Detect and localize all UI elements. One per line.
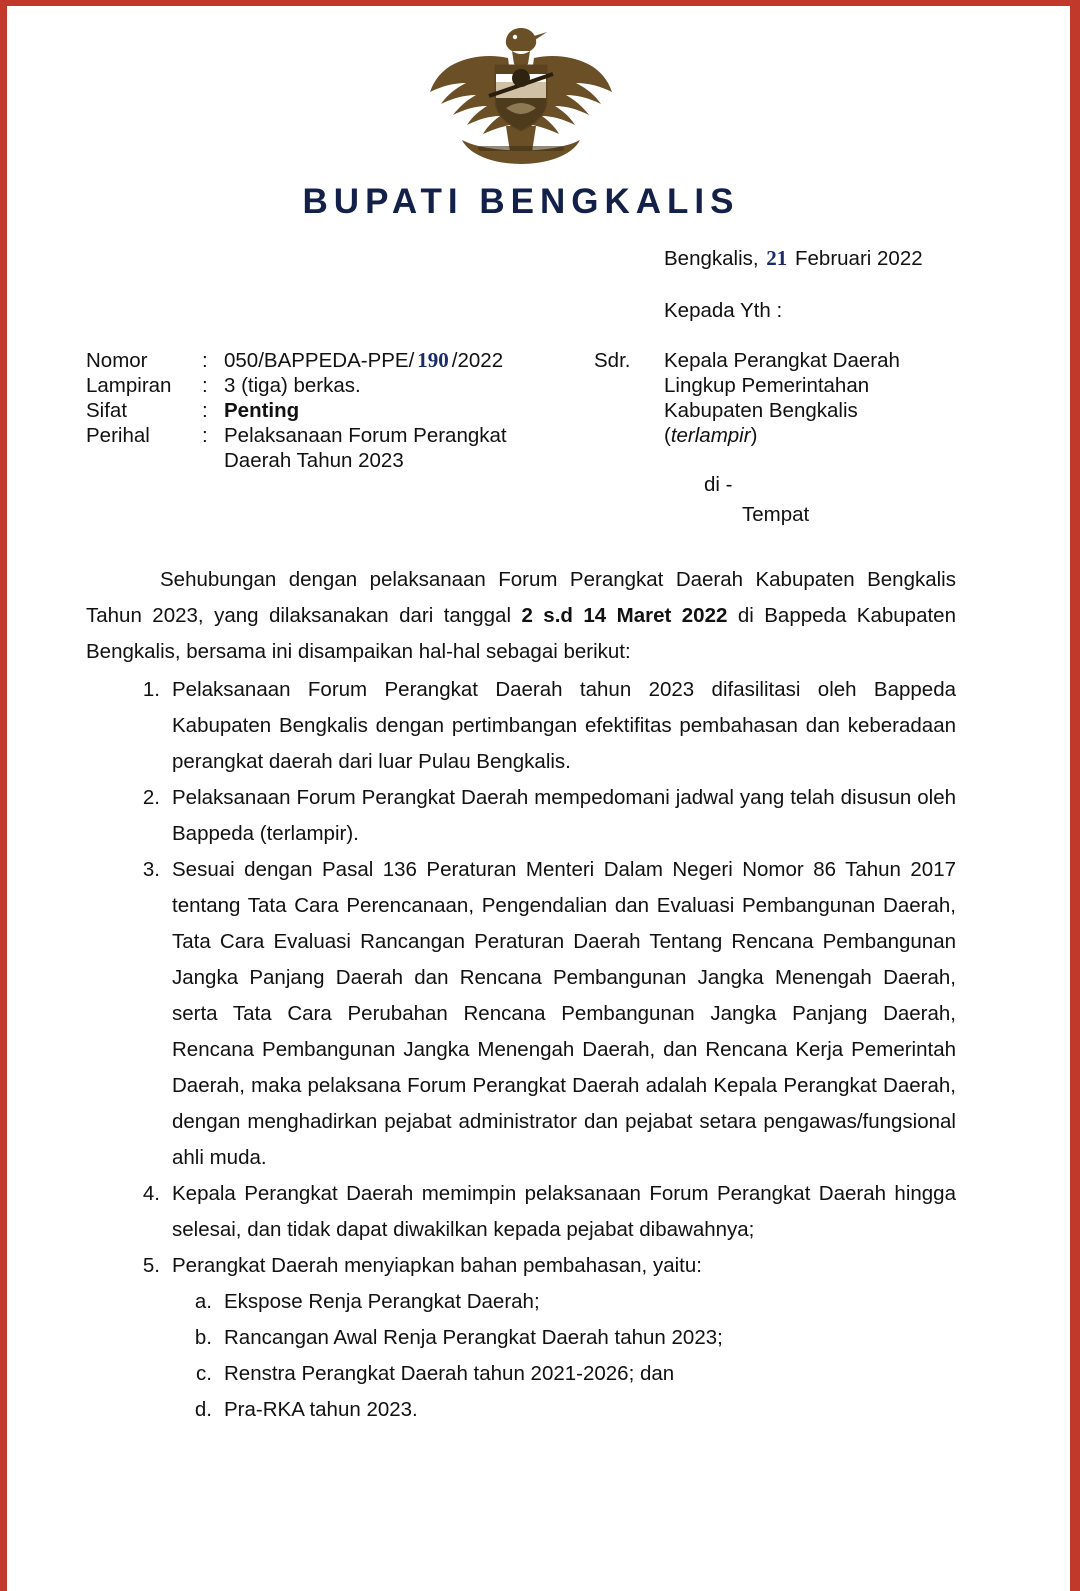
sub-list-item-marker: a. — [194, 1290, 212, 1313]
addressee-terlampir: terlampir — [670, 424, 751, 447]
addressee-line-3: Kabupaten Bengkalis — [664, 399, 858, 422]
reference-row-lampiran — [86, 373, 546, 398]
sub-list-item-text: Rancangan Awal Renja Perangkat Daerah tahun 2023; — [224, 1326, 723, 1349]
addressee-line-4 — [664, 423, 954, 448]
reference-colon-lampiran: : — [202, 374, 208, 397]
nomor-suffix: /2022 — [451, 349, 504, 372]
addressee-line-2: Lingkup Pemerintahan — [664, 374, 870, 397]
addressee-paren-close: ) — [750, 424, 758, 447]
sub-list-item — [172, 1284, 956, 1320]
list-item-text: Pelaksanaan Forum Perangkat Daerah mempedomani jadwal yang telah disusun oleh Bappeda (terlampir). — [172, 786, 956, 845]
addressee-di: di - — [704, 473, 733, 496]
list-item — [86, 1248, 956, 1428]
sub-list-item-marker: d. — [194, 1398, 212, 1421]
list-item — [86, 1176, 956, 1248]
nomor-prefix: 050/BAPPEDA-PPE/ — [224, 349, 415, 372]
reference-label-lampiran: Lampiran — [86, 374, 172, 397]
letter-date — [664, 246, 923, 271]
intro-part-2: di Bappeda Kabupaten Bengkalis, bersama ini disampaikan hal-hal sebagai berikut: — [86, 604, 956, 663]
reference-block — [86, 348, 546, 473]
reference-value-perihal: Pelaksanaan Forum Perangkat Daerah Tahun 2023 — [224, 424, 507, 472]
addressee-tempat: Tempat — [742, 503, 810, 526]
reference-label-sifat: Sifat — [86, 399, 128, 422]
sub-list-item-marker: b. — [194, 1326, 212, 1349]
reference-row-nomor — [86, 348, 546, 373]
sub-list-item-text: Pra-RKA tahun 2023. — [224, 1398, 418, 1421]
intro-part-1: Sehubungan dengan pelaksanaan Forum Perangkat Daerah Kabupaten Bengkalis Tahun 2023, yang dilaksanakan dari tanggal — [86, 568, 956, 627]
garuda-pancasila-emblem — [426, 22, 616, 170]
addressee-lines — [664, 348, 954, 448]
list-item-text: Sesuai dengan Pasal 136 Peraturan Menteri Dalam Negeri Nomor 86 Tahun 2017 tentang Tata Cara Perencanaan, Pengendalian dan Evaluasi Pembangunan Daerah, Tata Cara Evaluasi Rancangan Peraturan Daerah Tentang Rencana Pembangunan Jangka Panjang Daerah dan Rencana Pembangunan Jangka Menengah Daerah, serta Tata Cara Perubahan Rencana Pembangunan Jangka Panjang Daerah, Rencana Pembangunan Jangka Menengah Daerah, dan Rencana Kerja Pemerintah Daerah, maka pelaksana Forum Perangkat Daerah adalah Kepala Perangkat Daerah, dengan menghadirkan pejabat administrator dan pejabat setara pengawas/fungsional ahli muda. — [172, 858, 956, 1169]
reference-colon-sifat: : — [202, 399, 208, 422]
sub-list-item — [172, 1320, 956, 1356]
letter-date-city: Bengkalis, — [664, 247, 759, 270]
sub-list-item-text: Ekspose Renja Perangkat Daerah; — [224, 1290, 540, 1313]
list-item — [86, 672, 956, 780]
document-content — [86, 0, 956, 1591]
sub-list-item — [172, 1356, 956, 1392]
page-title: BUPATI BENGKALIS — [302, 182, 740, 221]
numbered-list — [86, 672, 956, 1428]
reference-value-sifat — [224, 398, 546, 423]
recipient-heading: Kepada Yth : — [664, 299, 783, 322]
addressee-line-1: Kepala Perangkat Daerah — [664, 349, 900, 372]
scan-edge-left — [0, 0, 7, 1591]
addressee-salutation: Sdr. — [594, 349, 631, 372]
reference-colon-nomor: : — [202, 349, 208, 372]
letter-date-rest: Februari 2022 — [795, 247, 923, 270]
list-item-marker: 2. — [142, 786, 160, 809]
list-item-text: Pelaksanaan Forum Perangkat Daerah tahun 2023 difasilitasi oleh Bappeda Kabupaten Bengkalis dengan pertimbangan efektifitas pembahasan dan keberadaan perangkat daerah dari luar Pulau Bengkalis. — [172, 678, 956, 773]
reference-value-lampiran: 3 (tiga) berkas. — [224, 374, 361, 397]
list-item-text: Perangkat Daerah menyiapkan bahan pembahasan, yaitu: — [172, 1254, 702, 1277]
sub-list-item — [172, 1392, 956, 1428]
list-item — [86, 852, 956, 1176]
list-item-marker: 1. — [142, 678, 160, 701]
letter-body — [86, 562, 956, 1428]
intro-paragraph — [86, 562, 956, 670]
list-item-marker: 4. — [142, 1182, 160, 1205]
sub-list-item-text: Renstra Perangkat Daerah tahun 2021-2026; dan — [224, 1362, 675, 1385]
intro-bold-dates: 2 s.d 14 Maret 2022 — [521, 604, 728, 627]
reference-label-perihal: Perihal — [86, 424, 150, 447]
list-item-marker: 3. — [142, 858, 160, 881]
list-item — [86, 780, 956, 852]
nomor-handwritten: 190 — [417, 348, 449, 372]
reference-row-perihal — [86, 423, 546, 473]
sub-list-item-marker: c. — [196, 1362, 212, 1385]
list-item-marker: 5. — [142, 1254, 160, 1277]
list-item-text: Kepala Perangkat Daerah memimpin pelaksanaan Forum Perangkat Daerah hingga selesai, dan tidak dapat diwakilkan kepada pejabat dibawahnya; — [172, 1182, 956, 1241]
reference-row-sifat — [86, 398, 546, 423]
reference-colon-perihal: : — [202, 424, 208, 447]
letter-date-day-handwritten: 21 — [766, 246, 788, 270]
sifat-bold-text: Penting — [224, 399, 300, 422]
reference-label-nomor: Nomor — [86, 349, 148, 372]
reference-value-nomor — [224, 348, 546, 373]
addressee-paren-open: ( — [664, 424, 671, 447]
scan-edge-right — [1070, 0, 1080, 1591]
sub-list — [172, 1284, 956, 1428]
